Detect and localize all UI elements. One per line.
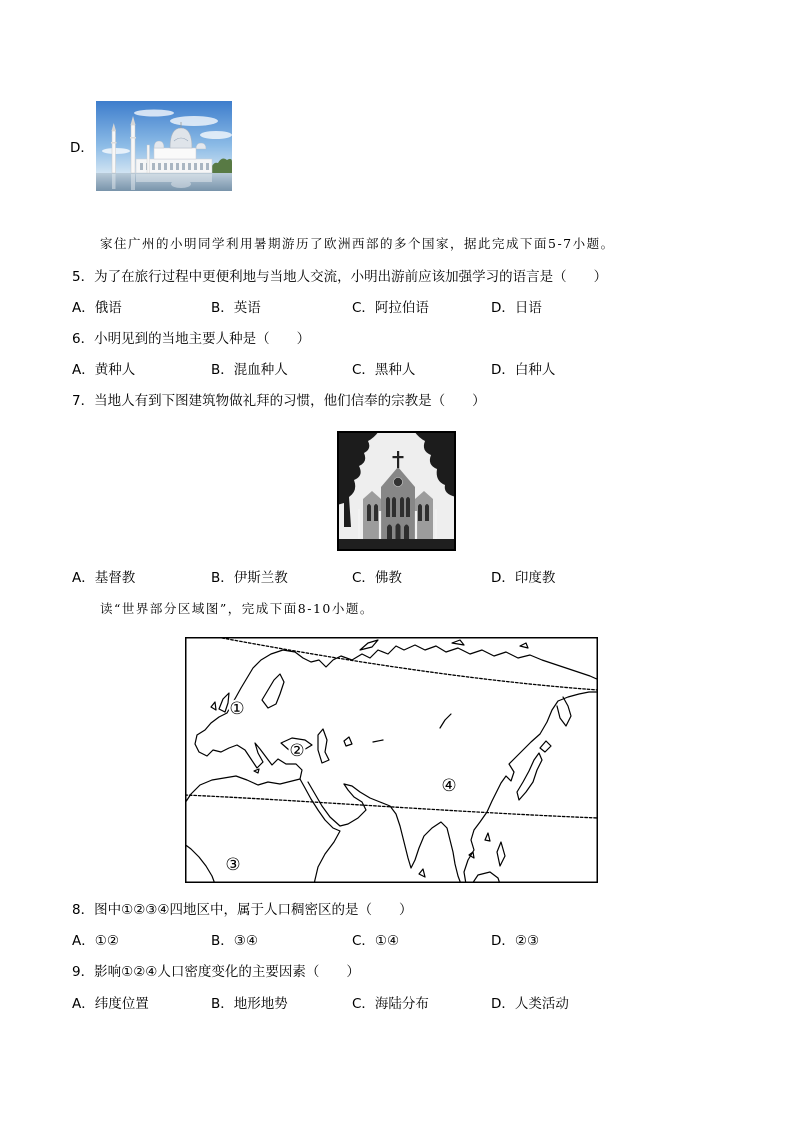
option-d: D．白种人 (491, 362, 556, 378)
option-d: D．人类活动 (491, 996, 569, 1012)
option-b: B．英语 (211, 300, 261, 316)
option-d: D．日语 (491, 300, 542, 316)
option-c: C．海陆分布 (352, 996, 429, 1012)
option-c: C．黑种人 (352, 362, 416, 378)
question-stem: 6．小明见到的当地主要人种是（ ） (72, 331, 311, 347)
church-photo (337, 431, 456, 551)
map-label-2 (289, 741, 306, 761)
svg-text:①: ① (229, 699, 245, 719)
option-b: B．③④ (211, 933, 258, 949)
question-stem: 7．当地人有到下图建筑物做礼拜的习惯，他们信奉的宗教是（ ） (72, 393, 486, 409)
option-c: C．阿拉伯语 (352, 300, 429, 316)
option-a: A．俄语 (72, 300, 122, 316)
option-d: D．②③ (491, 933, 540, 949)
option-a: A．黄种人 (72, 362, 136, 378)
map-label-3 (225, 855, 242, 875)
option-a: A．①② (72, 933, 119, 949)
option-d-label: D． (70, 140, 94, 156)
group-5-7-intro: 家住广州的小明同学利用暑期游历了欧洲西部的多个国家，据此完成下面5-7小题。 (100, 236, 615, 251)
option-a: A．基督教 (72, 570, 136, 586)
option-a: A．纬度位置 (72, 996, 149, 1012)
question-stem: 5．为了在旅行过程中更便利地与当地人交流，小明出游前应该加强学习的语言是（ ） (72, 269, 608, 285)
option-b: B．混血种人 (211, 362, 288, 378)
group-8-10-intro: 读“世界部分区域图”，完成下面8-10小题。 (100, 601, 374, 616)
option-c: C．①④ (352, 933, 400, 949)
option-b: B．地形地势 (211, 996, 288, 1012)
option-c: C．佛教 (352, 570, 402, 586)
world-region-map (185, 637, 598, 883)
question-stem: 9．影响①②④人口密度变化的主要因素（ ） (72, 964, 360, 980)
map-label-4 (441, 776, 458, 796)
svg-text:④: ④ (441, 776, 457, 796)
svg-text:③: ③ (225, 855, 241, 875)
mosque-photo (96, 101, 232, 191)
option-b: B．伊斯兰教 (211, 570, 288, 586)
option-d: D．印度教 (491, 570, 556, 586)
map-label-1 (229, 699, 246, 719)
svg-text:②: ② (289, 741, 305, 761)
question-stem: 8．图中①②③④四地区中，属于人口稠密区的是（ ） (72, 902, 413, 918)
